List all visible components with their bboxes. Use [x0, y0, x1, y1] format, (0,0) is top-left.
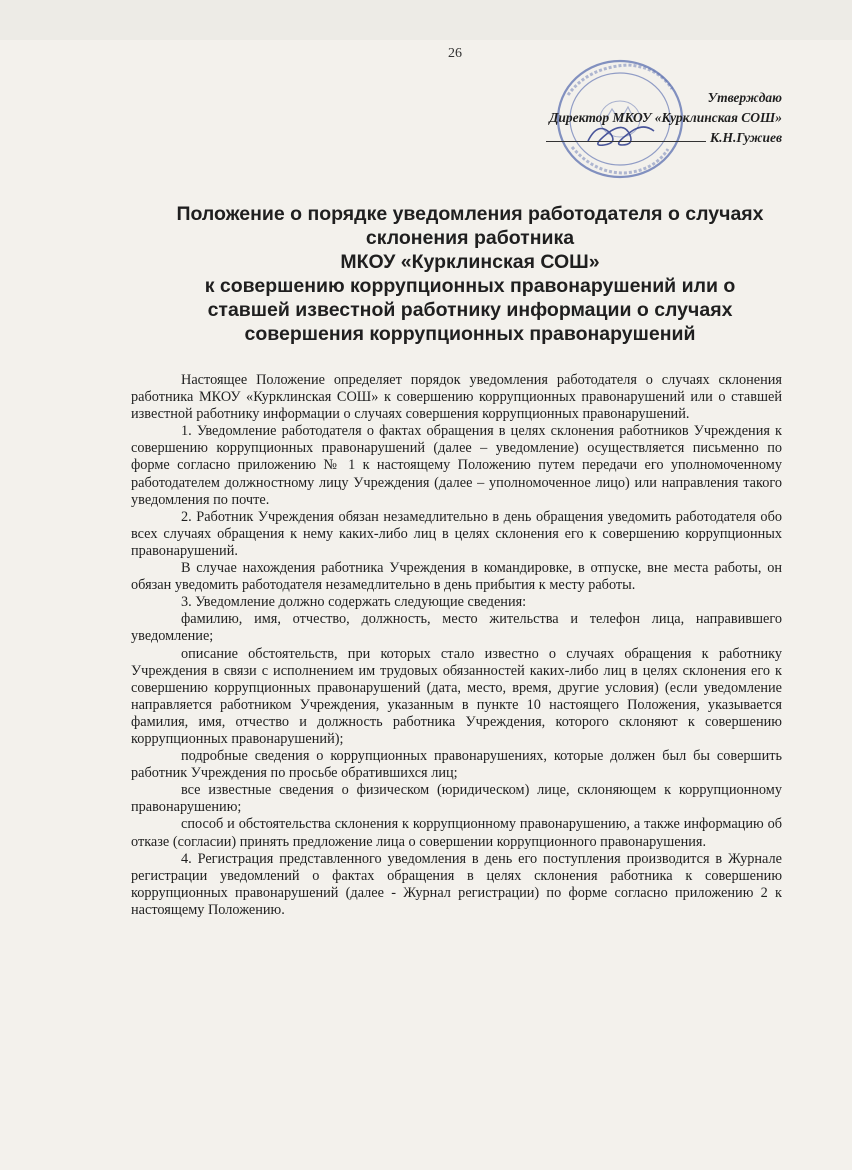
list-item: описание обстоятельств, при которых стало известно о случаях обращения к работнику Учреждения в связи с исполнением им трудовых обязанностей каких-либо лиц в целях склонения его к совершению коррупционных правонарушений (дата, место, время, другие условия) (если уведомление направляется работником Учреждения, указанным в пункте 10 настоящего Положения, указывается фамилия, имя, отчество и должность работника Учреждения, которого склоняют к совершению коррупционных правонарушений);	[131, 645, 782, 747]
list-item: способ и обстоятельства склонения к коррупционному правонарушению, а также информацию об отказе (согласии) принять предложение лица о совершении коррупционного правонарушения.	[131, 816, 782, 850]
title-line-3: МКОУ «Курклинская СОШ»	[340, 251, 600, 273]
document-title	[140, 202, 800, 346]
paragraph-2-travel: В случае нахождения работника Учреждения в командировке, в отпуске, вне места работы, он обязан уведомить работодателя незамедлительно в день прибытия к месту работы.	[131, 560, 782, 594]
title-line-1: Положение о порядке уведомления работодателя о случаях	[176, 203, 764, 225]
title-line-2: склонения работника	[365, 227, 575, 249]
paragraph-4: 4. Регистрация представленного уведомления в день его поступления производится в Журнале регистрации уведомлений о фактах обращения в целях склонения работника к совершению коррупционных правонарушений (далее - Журнал регистрации) по форме согласно приложению 2 к настоящему Положению.	[131, 850, 782, 918]
signature-line	[462, 128, 782, 148]
paragraph-3: 3. Уведомление должно содержать следующие сведения:	[181, 594, 527, 611]
signature-underline	[546, 141, 706, 142]
document-body	[131, 372, 782, 919]
list-item: подробные сведения о коррупционных правонарушениях, которые должен был бы совершить работник Учреждения по просьбе обратившихся лиц;	[131, 748, 782, 782]
list-item: фамилию, имя, отчество, должность, место жительства и телефон лица, направившего уведомление;	[131, 611, 782, 645]
approval-label: Утверждаю	[707, 90, 782, 105]
paragraph-intro: Настоящее Положение определяет порядок уведомления работодателя о случаях склонения работника МКОУ «Курклинская СОШ» к совершению коррупционных правонарушений или о ставшей известной работнику информации о случаях совершения коррупционных правонарушений.	[131, 372, 782, 423]
director-name: К.Н.Гужиев	[709, 130, 782, 145]
title-line-6: совершения коррупционных правонарушений	[244, 323, 696, 345]
director-title: Директор МКОУ «Курклинская СОШ»	[549, 110, 782, 125]
scan-smudge	[0, 0, 852, 40]
approval-block	[462, 88, 782, 148]
list-item: все известные сведения о физическом (юридическом) лице, склоняющем к коррупционному правонарушению;	[131, 782, 782, 816]
paragraph-2: 2. Работник Учреждения обязан незамедлительно в день обращения уведомить работодателя обо всех случаях обращения к нему каких-либо лиц в целях склонения его к совершению коррупционных правонарушений.	[131, 508, 782, 559]
title-line-4: к совершению коррупционных правонарушений или о	[204, 275, 736, 297]
page-number: 26	[448, 46, 462, 61]
paragraph-1: 1. Уведомление работодателя о фактах обращения в целях склонения работников Учреждения к совершению коррупционных правонарушений (далее – уведомление) осуществляется письменно по форме согласно приложению № 1 к настоящему Положению путем передачи его уполномоченному работодателем должностному лицу Учреждения (далее – уполномоченное лицо) или направления такого уведомления по почте.	[131, 423, 782, 508]
title-line-5: ставшей известной работнику информации о случаях	[207, 299, 733, 321]
